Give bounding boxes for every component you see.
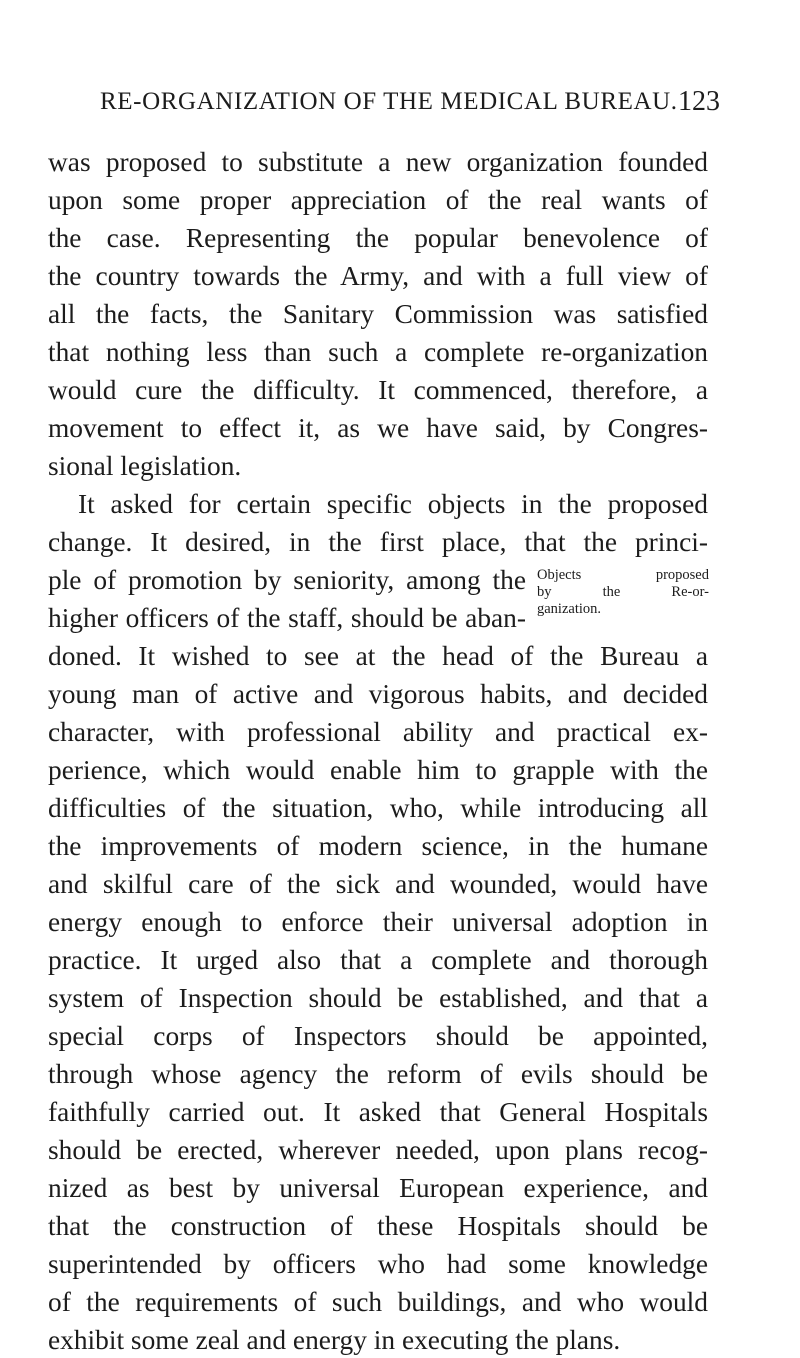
text-line: the case. Representing the popular benevolence of [48,223,708,253]
text-line: the improvements of modern science, in the humane [48,831,708,861]
text-line: through whose agency the reform of evils should be [48,1059,708,1089]
text-line: was proposed to substitute a new organization founded [48,147,708,177]
text-line: difficulties of the situation, who, while introducing all [48,793,708,823]
text-line: the country towards the Army, and with a full view of [48,261,708,291]
text-line: change. It desired, in the first place, that the princi- [48,527,708,557]
running-title: RE-ORGANIZATION OF THE MEDICAL BUREAU. [100,88,678,115]
text-line: character, with professional ability and practical ex- [48,717,708,747]
marginal-note-line: by the Re-or- [537,584,709,600]
text-line: that nothing less than such a complete re-organization [48,337,708,367]
text-line: energy enough to enforce their universal adoption in [48,907,708,937]
text-line: ple of promotion by seniority, among the [48,565,526,595]
text-line: system of Inspection should be established, and that a [48,983,708,1013]
text-line: young man of active and vigorous habits, and decided [48,679,708,709]
text-line: faithfully carried out. It asked that General Hospitals [48,1097,708,1127]
text-line: that the construction of these Hospitals should be [48,1211,708,1241]
marginal-note-line: ganization. [537,601,602,617]
text-line: exhibit some zeal and energy in executing the plans. [48,1325,621,1355]
marginal-note-line: Objects proposed [537,567,709,583]
text-line: superintended by officers who had some knowledge [48,1249,708,1279]
text-line: special corps of Inspectors should be appointed, [48,1021,708,1051]
text-line: should be erected, wherever needed, upon plans recog- [48,1135,708,1165]
page-number: 123 [678,86,720,117]
running-head [100,88,720,124]
text-line: perience, which would enable him to grapple with the [48,755,708,785]
text-line: nized as best by universal European experience, and [48,1173,708,1203]
text-line: of the requirements of such buildings, and who would [48,1287,708,1317]
text-line: practice. It urged also that a complete and thorough [48,945,708,975]
text-line: all the facts, the Sanitary Commission was satisfied [48,299,708,329]
text-line: and skilful care of the sick and wounded, would have [48,869,708,899]
text-line: would cure the difficulty. It commenced, therefore, a [48,375,708,405]
text-line: doned. It wished to see at the head of the Bureau a [48,641,708,671]
marginal-note [537,567,709,618]
text-line: sional legislation. [48,451,242,481]
text-line: higher officers of the staff, should be aban- [48,603,526,633]
text-line: upon some proper appreciation of the real wants of [48,185,708,215]
text-line: It asked for certain specific objects in the proposed [78,489,708,519]
text-line: movement to effect it, as we have said, by Congres- [48,413,708,443]
